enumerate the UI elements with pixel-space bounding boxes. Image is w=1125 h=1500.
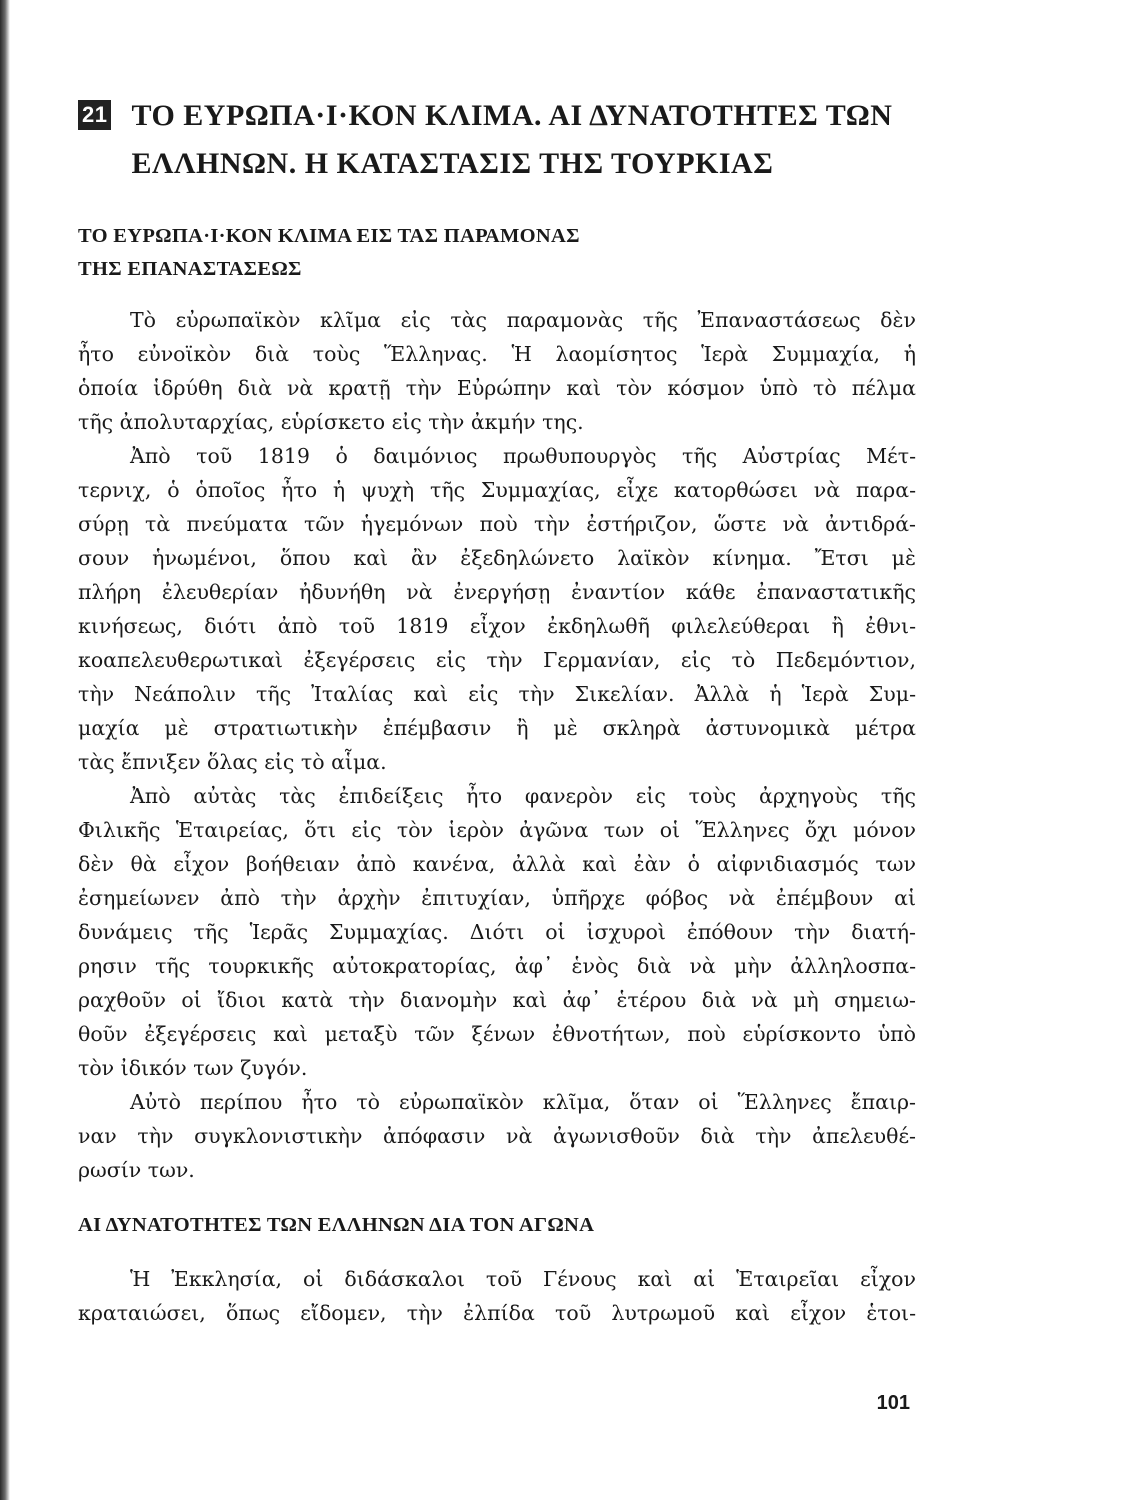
text-line: θοῦν ἐξεγέρσεις καὶ μεταξὺ τῶν ξένων ἐθνοτήτων, ποὺ εὑρίσκοντο ὑπὸ: [78, 1022, 916, 1046]
text-line: ναν τὴν συγκλονιστικὴν ἀπόφασιν νὰ ἀγωνισθοῦν διὰ τὴν ἀπελευθέ-: [78, 1124, 916, 1148]
text-line: ραχθοῦν οἱ ἴδιοι κατὰ τὴν διανομὴν καὶ ἀφ᾽ ἑτέρου διὰ νὰ μὴ σημειω-: [78, 988, 916, 1012]
section-heading-european-climate: [78, 220, 916, 286]
text-line: κινήσεως, διότι ἀπὸ τοῦ 1819 εἶχον ἐκδηλωθῆ φιλελεύθεραι ἢ ἐθνι-: [78, 614, 916, 638]
chapter-title-line: ΤΟ ΕΥΡΩΠΑ·Ι·ΚΟΝ ΚΛΙΜΑ. ΑΙ ΔΥΝΑΤΟΤΗΤΕΣ ΤΩΝ: [131, 99, 893, 132]
text-line: κραταιώσει, ὅπως εἴδομεν, τὴν ἐλπίδα τοῦ λυτρωμοῦ καὶ εἶχον ἑτοι-: [78, 1301, 916, 1325]
section-body-european-climate: [78, 303, 916, 1187]
section-heading-line: ΤΗΣ ΕΠΑΝΑΣΤΑΣΕΩΣ: [78, 258, 302, 280]
chapter-header: [78, 92, 916, 188]
page-edge-shadow: [0, 0, 10, 1500]
text-line: τερνιχ, ὁ ὁποῖος ἦτο ἡ ψυχὴ τῆς Συμμαχίας, εἶχε κατορθώσει νὰ παρα-: [78, 478, 916, 502]
text-line: τῆς ἀπολυταρχίας, εὑρίσκετο εἰς τὴν ἀκμήν της.: [78, 410, 584, 434]
text-line: σύρῃ τὰ πνεύματα τῶν ἡγεμόνων ποὺ τὴν ἐστήριζον, ὥστε νὰ ἀντιδρά-: [78, 512, 916, 536]
page-content: [78, 92, 916, 1330]
text-line: τὸν ἰδικόν των ζυγόν.: [78, 1056, 308, 1080]
text-line: ἦτο εὐνοϊκὸν διὰ τοὺς Ἕλληνας. Ἡ λαομίσητος Ἱερὰ Συμμαχία, ἡ: [78, 342, 916, 366]
text-line: μαχία μὲ στρατιωτικὴν ἐπέμβασιν ἢ μὲ σκληρὰ ἀστυνομικὰ μέτρα: [78, 716, 916, 740]
text-line: τὰς ἔπνιξεν ὅλας εἰς τὸ αἷμα.: [78, 750, 387, 774]
text-line: ἐσημείωνεν ἀπὸ τὴν ἀρχὴν ἐπιτυχίαν, ὑπῆρχε φόβος νὰ ἐπέμβουν αἱ: [78, 886, 916, 910]
text-line: Αὐτὸ περίπου ἦτο τὸ εὐρωπαϊκὸν κλῖμα, ὅταν οἱ Ἕλληνες ἔπαιρ-: [130, 1090, 916, 1114]
section-body-greek-capabilities: [78, 1262, 916, 1330]
text-line: ρησιν τῆς τουρκικῆς αὐτοκρατορίας, ἀφ᾽ ἑνὸς διὰ νὰ μὴν ἀλληλοσπα-: [78, 954, 916, 978]
text-line: τὴν Νεάπολιν τῆς Ἰταλίας καὶ εἰς τὴν Σικελίαν. Ἀλλὰ ἡ Ἱερὰ Συμ-: [78, 682, 916, 706]
text-line: σουν ἡνωμένοι, ὅπου καὶ ἂν ἐξεδηλώνετο λαϊκὸν κίνημα. Ἔτσι μὲ: [78, 546, 916, 570]
text-line: Ἡ Ἐκκλησία, οἱ διδάσκαλοι τοῦ Γένους καὶ αἱ Ἑταιρεῖαι εἶχον: [130, 1267, 916, 1291]
text-line: δυνάμεις τῆς Ἱερᾶς Συμμαχίας. Διότι οἱ ἰσχυροὶ ἐπόθουν τὴν διατή-: [78, 920, 916, 944]
chapter-title: [131, 92, 892, 188]
text-line: Ἀπὸ αὐτὰς τὰς ἐπιδείξεις ἦτο φανερὸν εἰς τοὺς ἀρχηγοὺς τῆς: [130, 784, 916, 808]
text-line: ὁποία ἱδρύθη διὰ νὰ κρατῇ τὴν Εὐρώπην καὶ τὸν κόσμον ὑπὸ τὸ πέλμα: [78, 376, 916, 400]
text-line: δὲν θὰ εἶχον βοήθειαν ἀπὸ κανένα, ἀλλὰ καὶ ἐὰν ὁ αἰφνιδιασμός των: [78, 852, 916, 876]
chapter-title-line: ΕΛΛΗΝΩΝ. Η ΚΑΤΑΣΤΑΣΙΣ ΤΗΣ ΤΟΥΡΚΙΑΣ: [131, 147, 774, 180]
text-line: ρωσίν των.: [78, 1158, 195, 1182]
text-line: Τὸ εὐρωπαϊκὸν κλῖμα εἰς τὰς παραμονὰς τῆς Ἐπαναστάσεως δὲν: [130, 308, 916, 332]
chapter-number-badge: 21: [78, 100, 111, 130]
text-line: πλήρη ἐλευθερίαν ἠδυνήθη νὰ ἐνεργήσῃ ἐναντίον κάθε ἐπαναστατικῆς: [78, 580, 916, 604]
text-line: Ἀπὸ τοῦ 1819 ὁ δαιμόνιος πρωθυπουργὸς τῆς Αὐστρίας Μέτ-: [130, 444, 916, 468]
section-heading-line: ΤΟ ΕΥΡΩΠΑ·Ι·ΚΟΝ ΚΛΙΜΑ ΕΙΣ ΤΑΣ ΠΑΡΑΜΟΝΑΣ: [78, 225, 580, 247]
text-line: Φιλικῆς Ἑταιρείας, ὅτι εἰς τὸν ἱερὸν ἀγῶνα των οἱ Ἕλληνες ὄχι μόνον: [78, 818, 916, 842]
section-heading-greek-capabilities: ΑΙ ΔΥΝΑΤΟΤΗΤΕΣ ΤΩΝ ΕΛΛΗΝΩΝ ΔΙΑ ΤΟΝ ΑΓΩΝΑ: [78, 1214, 595, 1236]
text-line: κοαπελευθερωτικαὶ ἐξεγέρσεις εἰς τὴν Γερμανίαν, εἰς τὸ Πεδεμόντιον,: [78, 648, 916, 672]
page-number: 101: [876, 1392, 910, 1414]
